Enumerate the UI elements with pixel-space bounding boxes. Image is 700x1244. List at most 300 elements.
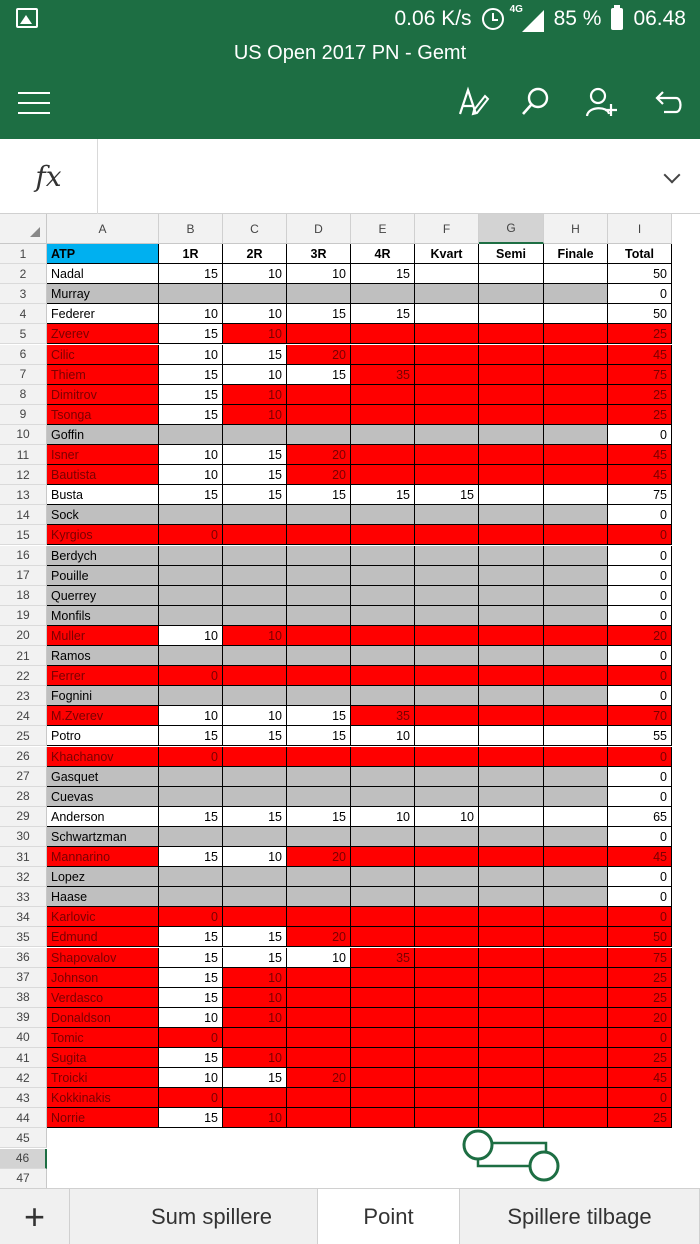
header-cell-h[interactable]: Finale	[544, 244, 608, 264]
score-cell[interactable]: 10	[223, 324, 287, 344]
score-cell[interactable]	[223, 1088, 287, 1108]
player-name-cell[interactable]: Shapovalov	[47, 948, 159, 968]
player-name-cell[interactable]: Edmund	[47, 927, 159, 947]
score-cell[interactable]	[479, 988, 544, 1008]
score-cell[interactable]: 10	[223, 1048, 287, 1068]
score-cell[interactable]: 15	[223, 807, 287, 827]
score-cell[interactable]	[479, 646, 544, 666]
undo-icon[interactable]	[648, 84, 684, 120]
row-header-42[interactable]: 42	[0, 1068, 47, 1088]
score-cell[interactable]	[351, 345, 415, 365]
player-name-cell[interactable]: M.Zverev	[47, 706, 159, 726]
score-cell[interactable]: 15	[159, 948, 223, 968]
total-cell[interactable]: 0	[608, 646, 672, 666]
score-cell[interactable]	[287, 1088, 351, 1108]
score-cell[interactable]	[544, 345, 608, 365]
score-cell[interactable]	[159, 505, 223, 525]
score-cell[interactable]	[415, 706, 479, 726]
score-cell[interactable]: 10	[287, 948, 351, 968]
score-cell[interactable]	[223, 284, 287, 304]
total-cell[interactable]: 0	[608, 425, 672, 445]
row-header-15[interactable]: 15	[0, 525, 47, 545]
row-header-38[interactable]: 38	[0, 988, 47, 1008]
score-cell[interactable]: 15	[159, 264, 223, 284]
score-cell[interactable]	[351, 747, 415, 767]
score-cell[interactable]	[223, 566, 287, 586]
score-cell[interactable]: 10	[223, 304, 287, 324]
player-name-cell[interactable]: Ramos	[47, 646, 159, 666]
row-header-13[interactable]: 13	[0, 485, 47, 505]
fx-label[interactable]: fx	[0, 139, 98, 214]
score-cell[interactable]: 10	[159, 1008, 223, 1028]
header-cell-c[interactable]: 2R	[223, 244, 287, 264]
total-cell[interactable]: 0	[608, 1028, 672, 1048]
score-cell[interactable]	[159, 546, 223, 566]
score-cell[interactable]	[287, 626, 351, 646]
score-cell[interactable]	[415, 586, 479, 606]
total-cell[interactable]: 75	[608, 485, 672, 505]
score-cell[interactable]	[479, 767, 544, 787]
score-cell[interactable]	[415, 345, 479, 365]
column-header-e[interactable]: E	[351, 214, 415, 244]
player-name-cell[interactable]: Fognini	[47, 686, 159, 706]
score-cell[interactable]	[544, 365, 608, 385]
row-header-18[interactable]: 18	[0, 586, 47, 606]
total-cell[interactable]: 25	[608, 968, 672, 988]
score-cell[interactable]: 15	[287, 485, 351, 505]
score-cell[interactable]	[415, 324, 479, 344]
total-cell[interactable]: 20	[608, 1008, 672, 1028]
score-cell[interactable]	[544, 606, 608, 626]
row-header-16[interactable]: 16	[0, 546, 47, 566]
header-cell-a[interactable]: ATP	[47, 244, 159, 264]
score-cell[interactable]	[351, 525, 415, 545]
score-cell[interactable]	[544, 525, 608, 545]
score-cell[interactable]	[544, 586, 608, 606]
row-header-12[interactable]: 12	[0, 465, 47, 485]
total-cell[interactable]: 0	[608, 827, 672, 847]
score-cell[interactable]	[544, 827, 608, 847]
score-cell[interactable]	[544, 1008, 608, 1028]
score-cell[interactable]	[479, 425, 544, 445]
total-cell[interactable]: 45	[608, 1068, 672, 1088]
score-cell[interactable]: 20	[287, 927, 351, 947]
score-cell[interactable]: 15	[159, 1108, 223, 1128]
selection-handle[interactable]	[460, 1128, 564, 1184]
score-cell[interactable]	[544, 686, 608, 706]
row-header-26[interactable]: 26	[0, 747, 47, 767]
player-name-cell[interactable]: Haase	[47, 887, 159, 907]
score-cell[interactable]	[351, 1048, 415, 1068]
score-cell[interactable]	[544, 1068, 608, 1088]
score-cell[interactable]	[415, 626, 479, 646]
score-cell[interactable]	[415, 525, 479, 545]
total-cell[interactable]: 45	[608, 465, 672, 485]
score-cell[interactable]: 20	[287, 847, 351, 867]
score-cell[interactable]	[415, 425, 479, 445]
row-header-33[interactable]: 33	[0, 887, 47, 907]
score-cell[interactable]	[479, 1028, 544, 1048]
score-cell[interactable]	[223, 425, 287, 445]
score-cell[interactable]: 10	[351, 726, 415, 746]
score-cell[interactable]	[479, 887, 544, 907]
score-cell[interactable]: 15	[287, 365, 351, 385]
score-cell[interactable]	[479, 1068, 544, 1088]
row-header-39[interactable]: 39	[0, 1008, 47, 1028]
score-cell[interactable]	[479, 787, 544, 807]
score-cell[interactable]: 15	[159, 988, 223, 1008]
row-header-1[interactable]: 1	[0, 244, 47, 264]
score-cell[interactable]	[544, 566, 608, 586]
score-cell[interactable]	[479, 284, 544, 304]
player-name-cell[interactable]: Thiem	[47, 365, 159, 385]
score-cell[interactable]	[287, 968, 351, 988]
score-cell[interactable]	[415, 988, 479, 1008]
score-cell[interactable]: 10	[159, 706, 223, 726]
total-cell[interactable]: 0	[608, 907, 672, 927]
header-cell-e[interactable]: 4R	[351, 244, 415, 264]
score-cell[interactable]	[351, 787, 415, 807]
column-header-i[interactable]: I	[608, 214, 672, 244]
score-cell[interactable]	[415, 1068, 479, 1088]
score-cell[interactable]	[479, 666, 544, 686]
score-cell[interactable]	[544, 304, 608, 324]
row-header-45[interactable]: 45	[0, 1128, 47, 1148]
row-header-4[interactable]: 4	[0, 304, 47, 324]
score-cell[interactable]	[479, 465, 544, 485]
score-cell[interactable]	[351, 626, 415, 646]
score-cell[interactable]	[351, 1108, 415, 1128]
score-cell[interactable]	[351, 907, 415, 927]
score-cell[interactable]	[223, 787, 287, 807]
total-cell[interactable]: 25	[608, 1048, 672, 1068]
row-header-5[interactable]: 5	[0, 324, 47, 344]
total-cell[interactable]: 55	[608, 726, 672, 746]
player-name-cell[interactable]: Tsonga	[47, 405, 159, 425]
score-cell[interactable]	[479, 606, 544, 626]
row-header-11[interactable]: 11	[0, 445, 47, 465]
player-name-cell[interactable]: Muller	[47, 626, 159, 646]
score-cell[interactable]	[544, 324, 608, 344]
score-cell[interactable]	[287, 586, 351, 606]
score-cell[interactable]	[287, 1028, 351, 1048]
player-name-cell[interactable]: Donaldson	[47, 1008, 159, 1028]
score-cell[interactable]	[223, 586, 287, 606]
score-cell[interactable]: 10	[159, 345, 223, 365]
row-header-8[interactable]: 8	[0, 385, 47, 405]
score-cell[interactable]: 20	[287, 465, 351, 485]
score-cell[interactable]	[287, 566, 351, 586]
score-cell[interactable]	[479, 304, 544, 324]
score-cell[interactable]: 10	[351, 807, 415, 827]
total-cell[interactable]: 0	[608, 747, 672, 767]
score-cell[interactable]	[479, 445, 544, 465]
score-cell[interactable]	[159, 686, 223, 706]
score-cell[interactable]	[415, 847, 479, 867]
score-cell[interactable]	[544, 747, 608, 767]
row-header-32[interactable]: 32	[0, 867, 47, 887]
score-cell[interactable]	[159, 787, 223, 807]
score-cell[interactable]: 15	[159, 385, 223, 405]
score-cell[interactable]	[415, 867, 479, 887]
score-cell[interactable]	[351, 767, 415, 787]
score-cell[interactable]	[544, 1108, 608, 1128]
row-header-35[interactable]: 35	[0, 927, 47, 947]
score-cell[interactable]	[544, 666, 608, 686]
total-cell[interactable]: 50	[608, 264, 672, 284]
score-cell[interactable]	[351, 505, 415, 525]
player-name-cell[interactable]: Nadal	[47, 264, 159, 284]
score-cell[interactable]	[351, 606, 415, 626]
row-header-34[interactable]: 34	[0, 907, 47, 927]
score-cell[interactable]: 10	[223, 264, 287, 284]
score-cell[interactable]: 10	[287, 264, 351, 284]
score-cell[interactable]	[351, 1028, 415, 1048]
score-cell[interactable]: 10	[159, 626, 223, 646]
score-cell[interactable]	[351, 1008, 415, 1028]
total-cell[interactable]: 75	[608, 365, 672, 385]
score-cell[interactable]: 15	[159, 726, 223, 746]
total-cell[interactable]: 50	[608, 304, 672, 324]
score-cell[interactable]: 15	[287, 726, 351, 746]
score-cell[interactable]: 15	[287, 304, 351, 324]
score-cell[interactable]	[415, 365, 479, 385]
total-cell[interactable]: 0	[608, 887, 672, 907]
score-cell[interactable]	[479, 405, 544, 425]
chevron-down-icon[interactable]	[664, 167, 681, 184]
row-header-28[interactable]: 28	[0, 787, 47, 807]
header-cell-b[interactable]: 1R	[159, 244, 223, 264]
score-cell[interactable]	[415, 887, 479, 907]
score-cell[interactable]: 10	[223, 1108, 287, 1128]
score-cell[interactable]	[544, 405, 608, 425]
player-name-cell[interactable]: Bautista	[47, 465, 159, 485]
score-cell[interactable]: 15	[223, 927, 287, 947]
column-header-a[interactable]: A	[47, 214, 159, 244]
score-cell[interactable]: 10	[415, 807, 479, 827]
player-name-cell[interactable]: Querrey	[47, 586, 159, 606]
player-name-cell[interactable]: Zverev	[47, 324, 159, 344]
score-cell[interactable]	[415, 726, 479, 746]
score-cell[interactable]	[287, 525, 351, 545]
score-cell[interactable]	[479, 385, 544, 405]
row-header-31[interactable]: 31	[0, 847, 47, 867]
score-cell[interactable]	[351, 385, 415, 405]
score-cell[interactable]	[159, 887, 223, 907]
score-cell[interactable]	[351, 586, 415, 606]
menu-icon[interactable]	[18, 92, 50, 114]
score-cell[interactable]	[479, 907, 544, 927]
score-cell[interactable]: 15	[223, 1068, 287, 1088]
score-cell[interactable]	[159, 586, 223, 606]
score-cell[interactable]: 15	[159, 807, 223, 827]
score-cell[interactable]	[351, 546, 415, 566]
score-cell[interactable]: 0	[159, 747, 223, 767]
score-cell[interactable]	[351, 284, 415, 304]
score-cell[interactable]	[287, 1108, 351, 1128]
player-name-cell[interactable]: Anderson	[47, 807, 159, 827]
score-cell[interactable]	[544, 505, 608, 525]
score-cell[interactable]	[223, 666, 287, 686]
score-cell[interactable]	[479, 324, 544, 344]
player-name-cell[interactable]: Lopez	[47, 867, 159, 887]
score-cell[interactable]	[544, 646, 608, 666]
total-cell[interactable]: 50	[608, 927, 672, 947]
row-header-46[interactable]: 46	[0, 1149, 47, 1169]
score-cell[interactable]	[223, 686, 287, 706]
score-cell[interactable]	[544, 887, 608, 907]
score-cell[interactable]	[415, 385, 479, 405]
score-cell[interactable]	[479, 1108, 544, 1128]
row-header-41[interactable]: 41	[0, 1048, 47, 1068]
row-header-40[interactable]: 40	[0, 1028, 47, 1048]
score-cell[interactable]	[479, 948, 544, 968]
player-name-cell[interactable]: Tomic	[47, 1028, 159, 1048]
score-cell[interactable]: 35	[351, 365, 415, 385]
player-name-cell[interactable]: Khachanov	[47, 747, 159, 767]
row-header-30[interactable]: 30	[0, 827, 47, 847]
score-cell[interactable]	[159, 827, 223, 847]
score-cell[interactable]	[287, 324, 351, 344]
row-header-37[interactable]: 37	[0, 968, 47, 988]
score-cell[interactable]	[479, 365, 544, 385]
search-icon[interactable]	[518, 84, 554, 120]
score-cell[interactable]	[287, 666, 351, 686]
score-cell[interactable]	[351, 405, 415, 425]
score-cell[interactable]	[415, 787, 479, 807]
score-cell[interactable]	[479, 546, 544, 566]
row-header-19[interactable]: 19	[0, 606, 47, 626]
score-cell[interactable]: 35	[351, 706, 415, 726]
score-cell[interactable]: 0	[159, 1088, 223, 1108]
row-header-10[interactable]: 10	[0, 425, 47, 445]
score-cell[interactable]	[479, 626, 544, 646]
score-cell[interactable]: 15	[159, 365, 223, 385]
score-cell[interactable]	[223, 606, 287, 626]
score-cell[interactable]	[415, 767, 479, 787]
score-cell[interactable]	[415, 566, 479, 586]
row-header-27[interactable]: 27	[0, 767, 47, 787]
score-cell[interactable]: 15	[351, 264, 415, 284]
select-all-corner[interactable]	[0, 214, 47, 244]
score-cell[interactable]	[223, 1028, 287, 1048]
score-cell[interactable]	[415, 1008, 479, 1028]
score-cell[interactable]	[287, 606, 351, 626]
score-cell[interactable]: 0	[159, 525, 223, 545]
score-cell[interactable]	[287, 747, 351, 767]
player-name-cell[interactable]: Pouille	[47, 566, 159, 586]
score-cell[interactable]	[159, 606, 223, 626]
score-cell[interactable]	[287, 425, 351, 445]
score-cell[interactable]	[544, 948, 608, 968]
score-cell[interactable]	[415, 264, 479, 284]
score-cell[interactable]	[159, 425, 223, 445]
score-cell[interactable]	[351, 646, 415, 666]
score-cell[interactable]: 15	[159, 324, 223, 344]
score-cell[interactable]: 15	[351, 485, 415, 505]
score-cell[interactable]	[415, 1108, 479, 1128]
tab-spillere-tilbage[interactable]: Spillere tilbage	[460, 1189, 700, 1244]
total-cell[interactable]: 0	[608, 666, 672, 686]
score-cell[interactable]	[479, 505, 544, 525]
score-cell[interactable]	[287, 546, 351, 566]
score-cell[interactable]	[544, 726, 608, 746]
score-cell[interactable]	[415, 465, 479, 485]
score-cell[interactable]	[415, 1088, 479, 1108]
score-cell[interactable]	[287, 988, 351, 1008]
score-cell[interactable]: 20	[287, 445, 351, 465]
score-cell[interactable]: 15	[223, 345, 287, 365]
score-cell[interactable]	[544, 847, 608, 867]
score-cell[interactable]	[223, 887, 287, 907]
player-name-cell[interactable]: Isner	[47, 445, 159, 465]
score-cell[interactable]	[287, 907, 351, 927]
score-cell[interactable]: 15	[159, 968, 223, 988]
score-cell[interactable]	[415, 304, 479, 324]
score-cell[interactable]	[351, 867, 415, 887]
score-cell[interactable]	[544, 425, 608, 445]
score-cell[interactable]	[287, 284, 351, 304]
total-cell[interactable]: 0	[608, 1088, 672, 1108]
player-name-cell[interactable]: Federer	[47, 304, 159, 324]
score-cell[interactable]: 10	[223, 385, 287, 405]
score-cell[interactable]	[544, 1048, 608, 1068]
share-person-icon[interactable]	[584, 84, 620, 120]
score-cell[interactable]	[351, 465, 415, 485]
score-cell[interactable]	[223, 827, 287, 847]
score-cell[interactable]	[479, 726, 544, 746]
score-cell[interactable]	[544, 385, 608, 405]
score-cell[interactable]	[415, 405, 479, 425]
score-cell[interactable]	[479, 867, 544, 887]
row-header-3[interactable]: 3	[0, 284, 47, 304]
score-cell[interactable]	[544, 988, 608, 1008]
score-cell[interactable]: 15	[159, 485, 223, 505]
player-name-cell[interactable]: Karlovic	[47, 907, 159, 927]
total-cell[interactable]: 0	[608, 525, 672, 545]
total-cell[interactable]: 25	[608, 405, 672, 425]
row-header-9[interactable]: 9	[0, 405, 47, 425]
score-cell[interactable]	[159, 646, 223, 666]
score-cell[interactable]	[287, 646, 351, 666]
score-cell[interactable]	[544, 807, 608, 827]
formula-input[interactable]	[110, 159, 630, 195]
score-cell[interactable]: 10	[223, 847, 287, 867]
score-cell[interactable]	[287, 887, 351, 907]
score-cell[interactable]	[287, 385, 351, 405]
score-cell[interactable]: 35	[351, 948, 415, 968]
row-header-44[interactable]: 44	[0, 1108, 47, 1128]
score-cell[interactable]	[544, 787, 608, 807]
score-cell[interactable]: 15	[223, 726, 287, 746]
score-cell[interactable]	[351, 988, 415, 1008]
score-cell[interactable]	[351, 1068, 415, 1088]
score-cell[interactable]	[415, 747, 479, 767]
header-cell-i[interactable]: Total	[608, 244, 672, 264]
pen-format-icon[interactable]	[454, 84, 490, 120]
score-cell[interactable]	[351, 566, 415, 586]
total-cell[interactable]: 25	[608, 1108, 672, 1128]
total-cell[interactable]: 65	[608, 807, 672, 827]
score-cell[interactable]: 15	[415, 485, 479, 505]
total-cell[interactable]: 45	[608, 847, 672, 867]
score-cell[interactable]: 10	[159, 1068, 223, 1088]
score-cell[interactable]	[479, 847, 544, 867]
score-cell[interactable]	[415, 927, 479, 947]
score-cell[interactable]	[544, 927, 608, 947]
score-cell[interactable]	[351, 927, 415, 947]
score-cell[interactable]	[287, 686, 351, 706]
